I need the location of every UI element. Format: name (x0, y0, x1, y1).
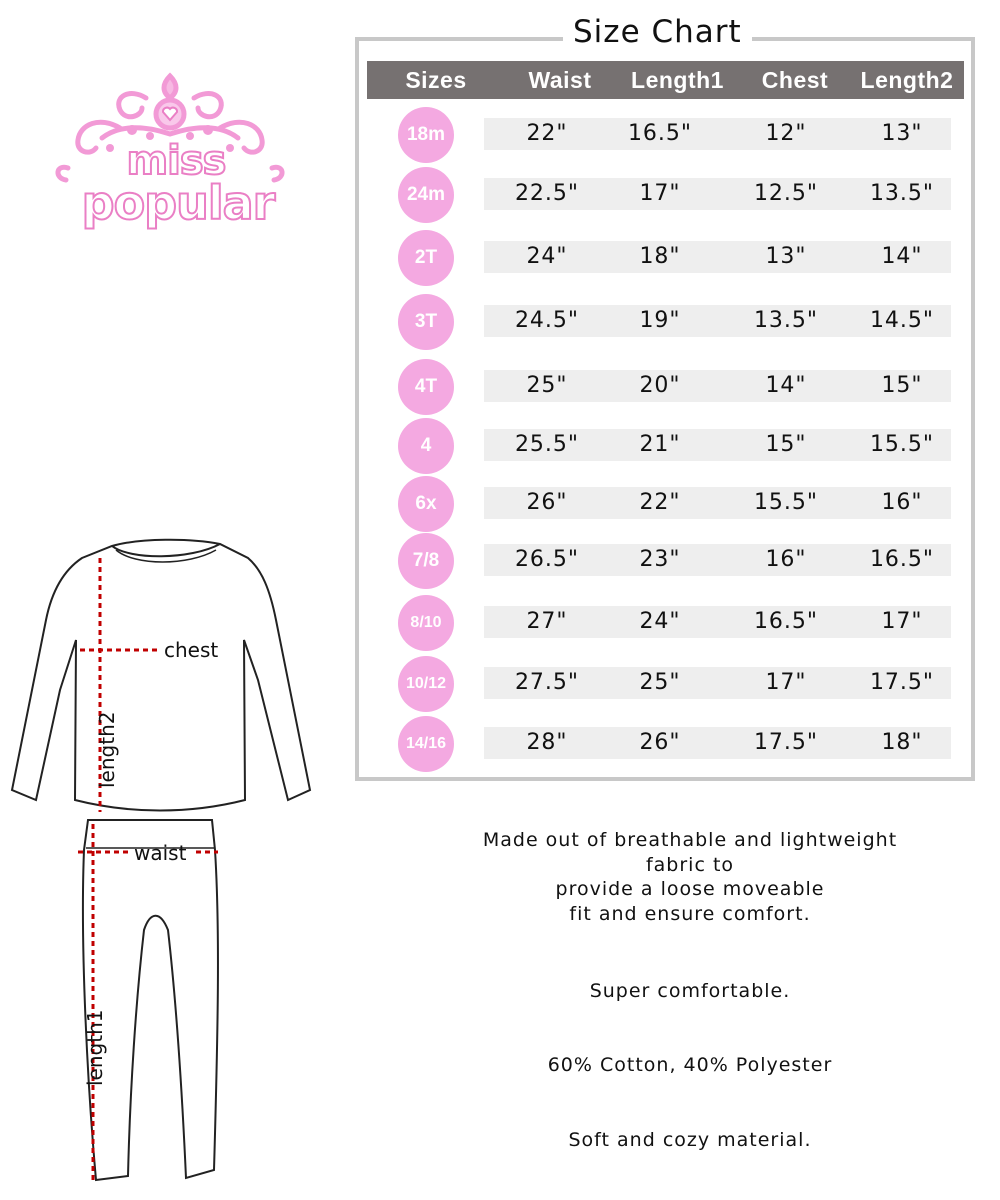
chest-value: 13" (765, 244, 807, 269)
size-row (0, 476, 1000, 536)
chest-value: 17" (765, 670, 807, 695)
size-badge: 18m (398, 107, 454, 163)
chest-value: 12.5" (753, 181, 819, 206)
waist-value: 24.5" (514, 308, 580, 333)
waist-label: waist (134, 841, 187, 865)
length1-value: 18" (639, 244, 681, 269)
length1-label: length1 (83, 1009, 107, 1086)
waist-value: 25.5" (514, 432, 580, 457)
material-note: 60% Cotton, 40% Polyester (547, 1054, 833, 1076)
size-row (0, 294, 1000, 354)
garment-measurement-diagram (0, 530, 340, 1200)
length1-value: 25" (639, 670, 681, 695)
description-line: fabric to (645, 853, 735, 876)
length1-value: 20" (639, 373, 681, 398)
waist-value: 25" (526, 373, 568, 398)
length1-value: 21" (639, 432, 681, 457)
waist-value: 27.5" (514, 670, 580, 695)
size-badge: 7/8 (398, 533, 454, 589)
header-waist: Waist (528, 66, 592, 93)
length1-value: 26" (639, 730, 681, 755)
chest-value: 13.5" (753, 308, 819, 333)
feel-note: Soft and cozy material. (568, 1129, 812, 1151)
length2-value: 17" (881, 609, 923, 634)
length2-value: 14.5" (869, 308, 935, 333)
waist-value: 28" (526, 730, 568, 755)
size-badge: 2T (398, 230, 454, 286)
size-badge: 4 (398, 418, 454, 474)
pants-outline (83, 820, 218, 1180)
size-badge: 24m (398, 167, 454, 223)
size-row (0, 167, 1000, 227)
chest-label: chest (164, 638, 219, 662)
size-row (0, 107, 1000, 167)
size-chart-header (367, 61, 964, 99)
description-paragraph (440, 828, 940, 926)
waist-value: 22.5" (514, 181, 580, 206)
length1-value: 17" (639, 181, 681, 206)
length2-value: 13" (881, 121, 923, 146)
description-line: fit and ensure comfort. (569, 902, 811, 925)
size-badge: 8/10 (398, 595, 454, 651)
size-row (0, 418, 1000, 478)
chest-value: 15" (765, 432, 807, 457)
size-badge: 10/12 (398, 656, 454, 712)
comfort-note: Super comfortable. (589, 980, 791, 1002)
waist-value: 26.5" (514, 547, 580, 572)
description-line: provide a loose moveable (555, 878, 825, 900)
waist-value: 22" (526, 121, 568, 146)
length2-value: 15.5" (869, 432, 935, 457)
length1-value: 23" (639, 547, 681, 572)
length2-value: 16.5" (869, 547, 935, 572)
logo-word-miss: miss (126, 138, 226, 184)
length2-value: 16" (881, 490, 923, 515)
length2-value: 13.5" (869, 181, 935, 206)
description-line: Made out of breathable and lightweight (482, 829, 898, 851)
chest-value: 14" (765, 373, 807, 398)
header-chest: Chest (761, 66, 829, 93)
length2-value: 18" (881, 730, 923, 755)
length2-value: 14" (881, 244, 923, 269)
length2-value: 17.5" (869, 670, 935, 695)
shirt-outline (12, 540, 310, 811)
chest-value: 15.5" (753, 490, 819, 515)
chest-value: 16.5" (753, 609, 819, 634)
size-chart-title: Size Chart (563, 12, 752, 52)
header-sizes: Sizes (405, 66, 467, 93)
length1-value: 19" (639, 308, 681, 333)
length1-value: 16.5" (627, 121, 693, 146)
waist-value: 26" (526, 490, 568, 515)
size-row (0, 230, 1000, 290)
size-badge: 14/16 (398, 716, 454, 772)
size-badge: 3T (398, 294, 454, 350)
header-length1: Length1 (631, 66, 724, 93)
logo-word-popular: popular (81, 176, 275, 230)
waist-value: 24" (526, 244, 568, 269)
waist-value: 27" (526, 609, 568, 634)
size-row (0, 359, 1000, 419)
length1-value: 24" (639, 609, 681, 634)
length1-value: 22" (639, 490, 681, 515)
chest-value: 12" (765, 121, 807, 146)
header-length2: Length2 (860, 66, 954, 93)
length2-value: 15" (881, 373, 923, 398)
size-badge: 4T (398, 359, 454, 415)
length2-label: length2 (95, 711, 119, 788)
chest-value: 16" (765, 547, 807, 572)
chest-value: 17.5" (753, 730, 819, 755)
size-badge: 6x (398, 476, 454, 532)
